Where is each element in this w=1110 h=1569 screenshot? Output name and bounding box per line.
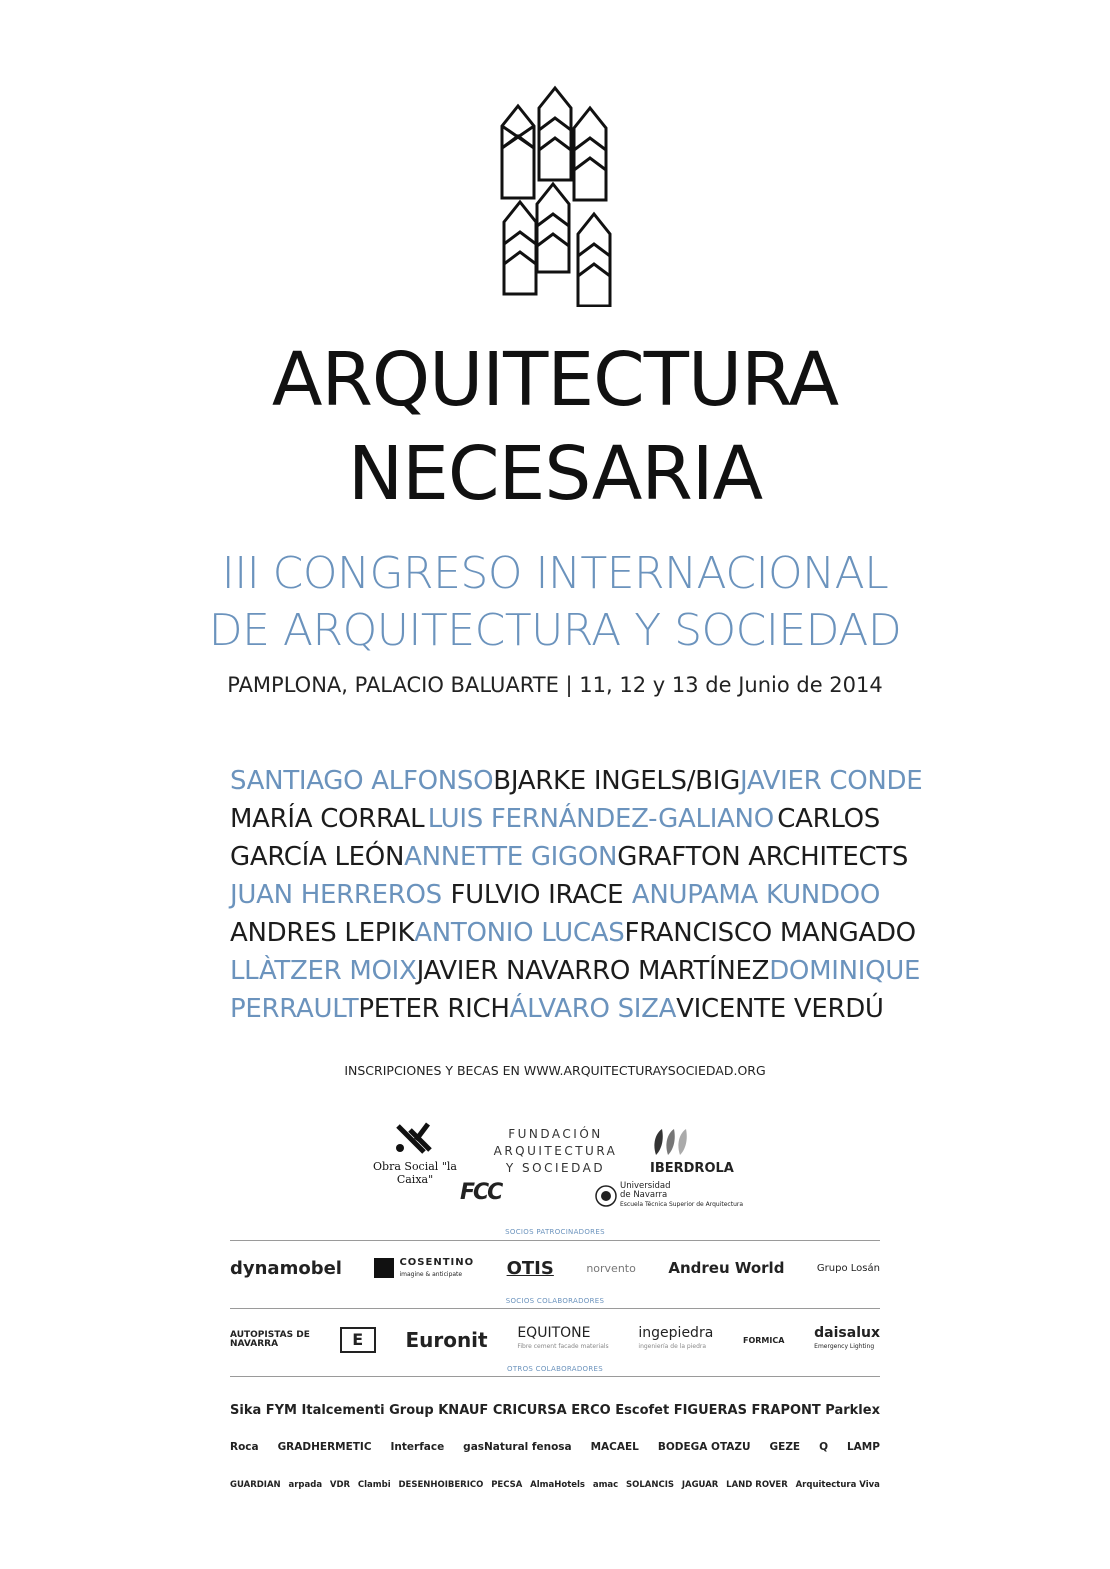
- sponsor-logo: FIGUERAS: [673, 1402, 747, 1418]
- sponsor-logo: GRADHERMETIC: [277, 1441, 372, 1453]
- ingepiedra-text: ingepiedra: [638, 1325, 714, 1341]
- speaker-name: ÁLVARO SIZA: [509, 994, 677, 1024]
- sponsor-logo: amac: [592, 1480, 619, 1490]
- congress-logo-icon: [495, 82, 615, 307]
- fcc-logo: FCC: [460, 1180, 502, 1205]
- speaker-name: GARCÍA LEÓN: [230, 842, 405, 872]
- ingepiedra-logo: [638, 1325, 714, 1352]
- daisalux-tagline: Emergency Lighting: [814, 1343, 875, 1350]
- sponsor-logo: BODEGA OTAZU: [657, 1441, 751, 1453]
- equitone-logo: [517, 1325, 609, 1352]
- venue-date: PAMPLONA, PALACIO BALUARTE | 11, 12 y 13 de Junio de 2014: [227, 673, 883, 697]
- sponsors-row-2: [230, 1322, 880, 1358]
- divider: [230, 1240, 880, 1241]
- speaker-name: LLÀTZER MOIX: [230, 956, 417, 986]
- sponsor-logo: MACAEL: [590, 1441, 639, 1453]
- cosentino-logo: [374, 1257, 474, 1280]
- sponsor-logo: VDR: [329, 1480, 351, 1490]
- sponsor-logo: FYM Italcementi Group: [265, 1402, 434, 1418]
- e-logo: E: [340, 1327, 376, 1353]
- speaker-name: JAVIER CONDE: [739, 766, 923, 796]
- section-colaboradores: SOCIOS COLABORADORES: [505, 1297, 605, 1305]
- lacaixa-text: Obra Social "la Caixa": [373, 1160, 457, 1186]
- dynamobel-logo: dynamobel: [230, 1257, 342, 1279]
- speaker-name: JAVIER NAVARRO MARTÍNEZ: [416, 956, 770, 986]
- speaker-line: [230, 990, 884, 1028]
- sponsor-logo: GEZE: [769, 1441, 801, 1453]
- sponsor-logo: Parklex: [825, 1402, 880, 1418]
- leaves-icon: [650, 1125, 690, 1157]
- sponsor-logo: gasNatural fenosa: [463, 1441, 572, 1453]
- cosentino-text: COSENTINO: [399, 1256, 475, 1268]
- sponsor-logo: DESENHOIBERICO: [398, 1480, 484, 1490]
- daisalux-text: daisalux: [814, 1325, 880, 1341]
- cosentino-tagline: imagine & anticipate: [399, 1270, 463, 1278]
- unav-logo: [595, 1182, 743, 1209]
- speaker-line: [230, 800, 880, 838]
- others-row-1: [230, 1398, 880, 1422]
- sponsor-logo: FRAPONT: [751, 1402, 821, 1418]
- fundacion-line-3: Y SOCIEDAD: [505, 1161, 606, 1175]
- grupo-losan-logo: Grupo Losán: [816, 1262, 880, 1274]
- speaker-name: ANTONIO LUCAS: [414, 918, 625, 948]
- sponsor-logo: Escofet: [615, 1402, 670, 1418]
- daisalux-logo: [814, 1325, 880, 1352]
- formica-logo: FORMICA: [743, 1335, 785, 1345]
- speaker-name: DOMINIQUE: [769, 956, 921, 986]
- speaker-name: VICENTE VERDÚ: [676, 994, 884, 1024]
- speaker-name: CARLOS: [777, 804, 880, 834]
- sponsor-logo: LAMP: [846, 1441, 880, 1453]
- speaker-name: JUAN HERREROS: [230, 880, 442, 910]
- sponsor-logo: AlmaHotels: [530, 1480, 585, 1490]
- sponsor-logo: arpada: [288, 1480, 323, 1490]
- title-line-1: ARQUITECTURA: [271, 337, 839, 423]
- speaker-line: [230, 762, 923, 800]
- sponsors-row-1: [230, 1252, 880, 1284]
- speakers-list: [230, 762, 923, 1028]
- otis-logo: OTIS: [506, 1257, 554, 1279]
- sponsor-logo: KNAUF: [438, 1402, 489, 1418]
- autopistas-logo: AUTOPISTAS DE NAVARRA: [230, 1330, 310, 1349]
- subtitle-line-2: DE ARQUITECTURA Y SOCIEDAD: [208, 605, 902, 656]
- iberdrola-text: IBERDROLA: [650, 1161, 734, 1176]
- cosentino-mark-icon: [374, 1258, 394, 1278]
- lacaixa-logo: [355, 1122, 475, 1186]
- others-row-3: [230, 1474, 880, 1496]
- andreu-world-logo: Andreu World: [668, 1259, 785, 1277]
- divider: [230, 1376, 880, 1377]
- unav-line-1: Universidad: [620, 1181, 671, 1191]
- divider: [230, 1308, 880, 1309]
- sponsor-logo: JAGUAR: [681, 1480, 719, 1490]
- sponsor-logo: PECSA: [491, 1480, 523, 1490]
- speaker-name: FULVIO IRACE: [450, 880, 624, 910]
- sponsor-logo: Clambi: [357, 1480, 391, 1490]
- equitone-tagline: Fibre cement facade materials: [517, 1343, 609, 1350]
- section-otros: OTROS COLABORADORES: [507, 1365, 603, 1373]
- university-seal-icon: [595, 1184, 617, 1208]
- speaker-name: ANNETTE GIGON: [404, 842, 618, 872]
- speaker-line: [230, 838, 909, 876]
- speaker-line: [230, 876, 880, 914]
- unav-line-3: Escuela Técnica Superior de Arquitectura: [620, 1201, 744, 1208]
- speaker-name: PERRAULT: [230, 994, 359, 1024]
- equitone-text: EQUITONE: [517, 1325, 591, 1341]
- fundacion-line-2: ARQUITECTURA: [493, 1144, 618, 1158]
- ingepiedra-tagline: ingeniería de la piedra: [638, 1343, 707, 1350]
- sponsor-logo: Interface: [390, 1441, 445, 1453]
- speaker-name: LUIS FERNÁNDEZ-GALIANO: [427, 804, 774, 834]
- sponsor-logo: Arquitectura Viva: [795, 1480, 880, 1490]
- speaker-name: FRANCISCO MANGADO: [624, 918, 916, 948]
- subtitle-line-1: III CONGRESO INTERNACIONAL: [221, 548, 889, 599]
- sponsor-logo: SOLANCIS: [626, 1480, 675, 1490]
- speaker-line: [230, 952, 921, 990]
- fundacion-line-1: FUNDACIÓN: [508, 1127, 603, 1141]
- norvento-logo: norvento: [586, 1261, 636, 1275]
- sponsor-logo: CRICURSA: [492, 1402, 567, 1418]
- sponsor-logo: ERCO: [571, 1402, 611, 1418]
- sponsor-logo: Roca: [230, 1441, 259, 1453]
- speaker-name: ANUPAMA KUNDOO: [631, 880, 880, 910]
- sponsor-logo: LAND ROVER: [726, 1480, 788, 1490]
- speaker-name: ANDRES LEPIK: [230, 918, 415, 948]
- inscriptions-text: INSCRIPCIONES Y BECAS EN WWW.ARQUITECTURAYSOCIEDAD.ORG: [344, 1063, 766, 1078]
- sponsor-logo: Sika: [230, 1402, 262, 1418]
- speaker-name: PETER RICH: [358, 994, 510, 1024]
- euronit-logo: Euronit: [405, 1328, 488, 1352]
- speaker-name: SANTIAGO ALFONSO: [230, 766, 494, 796]
- section-patrocinadores: SOCIOS PATROCINADORES: [505, 1228, 605, 1236]
- speaker-line: [230, 914, 916, 952]
- sponsor-logo: Q: [819, 1441, 828, 1453]
- unav-line-2: de Navarra: [620, 1190, 668, 1200]
- sponsor-logo: GUARDIAN: [230, 1480, 281, 1490]
- others-row-2: [230, 1436, 880, 1458]
- fundacion-logo: [488, 1126, 623, 1177]
- iberdrola-logo: [650, 1125, 760, 1176]
- speaker-name: MARÍA CORRAL: [230, 804, 425, 834]
- title-line-2: NECESARIA: [347, 431, 763, 517]
- speaker-name: GRAFTON ARCHITECTS: [617, 842, 909, 872]
- speaker-name: BJARKE INGELS/BIG: [493, 766, 740, 796]
- star-icon: [390, 1122, 440, 1156]
